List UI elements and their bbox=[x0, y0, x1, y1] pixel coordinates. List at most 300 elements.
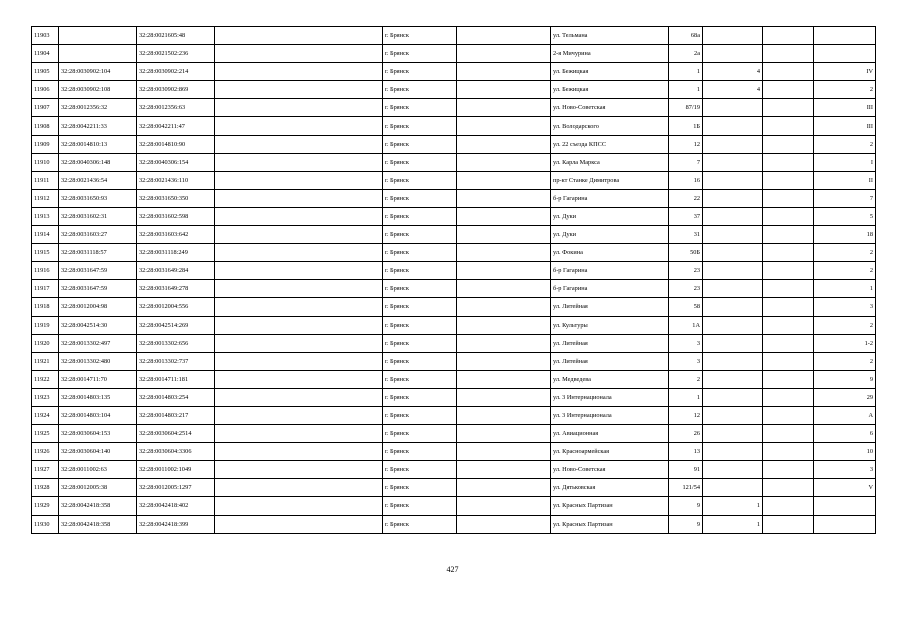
empty-cell bbox=[763, 207, 814, 225]
empty-cell bbox=[457, 262, 551, 280]
empty-cell bbox=[457, 244, 551, 262]
empty-cell bbox=[763, 45, 814, 63]
empty-cell bbox=[457, 189, 551, 207]
row-number-cell: 11927 bbox=[32, 461, 59, 479]
premises-cell: 2 bbox=[814, 244, 876, 262]
cadastral-number-cell: 32:28:0021436:110 bbox=[137, 171, 215, 189]
city-cell: г. Брянск bbox=[383, 189, 457, 207]
cadastral-block-cell: 32:28:0030604:153 bbox=[59, 425, 137, 443]
street-cell: ул. Дуки bbox=[551, 226, 669, 244]
cadastral-number-cell: 32:28:0031649:278 bbox=[137, 280, 215, 298]
row-number-cell: 11905 bbox=[32, 63, 59, 81]
building-cell bbox=[703, 388, 763, 406]
premises-cell: 2 bbox=[814, 81, 876, 99]
cadastral-number-cell: 32:28:0030902:214 bbox=[137, 63, 215, 81]
house-number-cell: 37 bbox=[669, 207, 703, 225]
cadastral-number-cell: 32:28:0013302:737 bbox=[137, 352, 215, 370]
city-cell: г. Брянск bbox=[383, 99, 457, 117]
street-cell: ул. Дятьковская bbox=[551, 479, 669, 497]
cadastral-block-cell bbox=[59, 45, 137, 63]
cadastral-block-cell: 32:28:0012356:32 bbox=[59, 99, 137, 117]
street-cell: ул. Авиационная bbox=[551, 425, 669, 443]
cadastral-number-cell: 32:28:0031602:598 bbox=[137, 207, 215, 225]
empty-cell bbox=[457, 153, 551, 171]
building-cell bbox=[703, 226, 763, 244]
row-number-cell: 11929 bbox=[32, 497, 59, 515]
empty-cell bbox=[457, 388, 551, 406]
street-cell: ул. 22 съезда КПСС bbox=[551, 135, 669, 153]
premises-cell: 10 bbox=[814, 443, 876, 461]
table-row bbox=[32, 171, 876, 189]
cadastral-number-cell: 32:28:0030604:2514 bbox=[137, 425, 215, 443]
city-cell: г. Брянск bbox=[383, 135, 457, 153]
row-number-cell: 11909 bbox=[32, 135, 59, 153]
street-cell: ул. Литейная bbox=[551, 352, 669, 370]
house-number-cell: 1А bbox=[669, 316, 703, 334]
table-row bbox=[32, 27, 876, 45]
house-number-cell: 2а bbox=[669, 45, 703, 63]
street-cell: пр-кт Станке Димитрова bbox=[551, 171, 669, 189]
cadastral-number-cell: 32:28:0012005:1297 bbox=[137, 479, 215, 497]
cadastral-block-cell: 32:28:0042514:30 bbox=[59, 316, 137, 334]
empty-cell bbox=[763, 171, 814, 189]
premises-cell: II bbox=[814, 171, 876, 189]
house-number-cell: 26 bbox=[669, 425, 703, 443]
cadastral-block-cell: 32:28:0014711:70 bbox=[59, 370, 137, 388]
city-cell: г. Брянск bbox=[383, 262, 457, 280]
empty-cell bbox=[763, 226, 814, 244]
building-cell bbox=[703, 135, 763, 153]
empty-cell bbox=[457, 497, 551, 515]
street-cell: ул. Бежицкая bbox=[551, 63, 669, 81]
cadastral-number-cell: 32:28:0014803:254 bbox=[137, 388, 215, 406]
cadastral-number-cell: 32:28:0031650:350 bbox=[137, 189, 215, 207]
row-number-cell: 11913 bbox=[32, 207, 59, 225]
empty-cell bbox=[457, 352, 551, 370]
table-row bbox=[32, 298, 876, 316]
street-cell: ул. 3 Интернационала bbox=[551, 406, 669, 424]
page-number: 427 bbox=[446, 565, 459, 574]
house-number-cell: 121/54 bbox=[669, 479, 703, 497]
street-cell: ул. Литейная bbox=[551, 298, 669, 316]
cadastral-number-cell: 32:28:0031603:642 bbox=[137, 226, 215, 244]
empty-cell bbox=[215, 352, 383, 370]
row-number-cell: 11930 bbox=[32, 515, 59, 533]
cadastral-block-cell: 32:28:0042418:358 bbox=[59, 515, 137, 533]
row-number-cell: 11912 bbox=[32, 189, 59, 207]
house-number-cell: 13 bbox=[669, 443, 703, 461]
table-row bbox=[32, 316, 876, 334]
table-row bbox=[32, 334, 876, 352]
cadastral-number-cell: 32:28:0021502:236 bbox=[137, 45, 215, 63]
city-cell: г. Брянск bbox=[383, 352, 457, 370]
empty-cell bbox=[215, 226, 383, 244]
building-cell bbox=[703, 117, 763, 135]
building-cell bbox=[703, 461, 763, 479]
city-cell: г. Брянск bbox=[383, 334, 457, 352]
empty-cell bbox=[457, 298, 551, 316]
cadastral-number-cell: 32:28:0012004:556 bbox=[137, 298, 215, 316]
empty-cell bbox=[457, 99, 551, 117]
row-number-cell: 11917 bbox=[32, 280, 59, 298]
city-cell: г. Брянск bbox=[383, 388, 457, 406]
city-cell: г. Брянск bbox=[383, 370, 457, 388]
empty-cell bbox=[763, 262, 814, 280]
cadastral-block-cell: 32:28:0012005:38 bbox=[59, 479, 137, 497]
city-cell: г. Брянск bbox=[383, 406, 457, 424]
city-cell: г. Брянск bbox=[383, 81, 457, 99]
empty-cell bbox=[763, 334, 814, 352]
empty-cell bbox=[215, 406, 383, 424]
empty-cell bbox=[763, 81, 814, 99]
premises-cell: III bbox=[814, 99, 876, 117]
cadastral-number-cell: 32:28:0030604:3306 bbox=[137, 443, 215, 461]
city-cell: г. Брянск bbox=[383, 45, 457, 63]
cadastral-number-cell: 32:28:0030902:869 bbox=[137, 81, 215, 99]
city-cell: г. Брянск bbox=[383, 280, 457, 298]
row-number-cell: 11921 bbox=[32, 352, 59, 370]
premises-cell: 2 bbox=[814, 316, 876, 334]
building-cell bbox=[703, 207, 763, 225]
empty-cell bbox=[215, 153, 383, 171]
building-cell bbox=[703, 406, 763, 424]
empty-cell bbox=[763, 316, 814, 334]
row-number-cell: 11925 bbox=[32, 425, 59, 443]
street-cell: ул. Красных Партизан bbox=[551, 515, 669, 533]
table-row bbox=[32, 189, 876, 207]
cadastral-number-cell: 32:28:0042514:269 bbox=[137, 316, 215, 334]
empty-cell bbox=[763, 27, 814, 45]
building-cell: 1 bbox=[703, 515, 763, 533]
premises-cell: 6 bbox=[814, 425, 876, 443]
row-number-cell: 11919 bbox=[32, 316, 59, 334]
city-cell: г. Брянск bbox=[383, 461, 457, 479]
cadastral-block-cell: 32:28:0042211:33 bbox=[59, 117, 137, 135]
cadastral-block-cell: 32:28:0031118:57 bbox=[59, 244, 137, 262]
empty-cell bbox=[215, 497, 383, 515]
street-cell: б-р Гагарина bbox=[551, 262, 669, 280]
city-cell: г. Брянск bbox=[383, 27, 457, 45]
empty-cell bbox=[763, 244, 814, 262]
empty-cell bbox=[457, 63, 551, 81]
table-row bbox=[32, 244, 876, 262]
premises-cell: 5 bbox=[814, 207, 876, 225]
empty-cell bbox=[215, 207, 383, 225]
row-number-cell: 11923 bbox=[32, 388, 59, 406]
table-row bbox=[32, 461, 876, 479]
register-table bbox=[31, 26, 876, 534]
empty-cell bbox=[763, 515, 814, 533]
city-cell: г. Брянск bbox=[383, 63, 457, 81]
table-row bbox=[32, 497, 876, 515]
street-cell: ул. Бежицкая bbox=[551, 81, 669, 99]
cadastral-number-cell: 32:28:0042418:402 bbox=[137, 497, 215, 515]
empty-cell bbox=[457, 27, 551, 45]
empty-cell bbox=[457, 171, 551, 189]
empty-cell bbox=[215, 63, 383, 81]
premises-cell: 29 bbox=[814, 388, 876, 406]
house-number-cell: 58 bbox=[669, 298, 703, 316]
cadastral-block-cell: 32:28:0013302:480 bbox=[59, 352, 137, 370]
building-cell: 4 bbox=[703, 81, 763, 99]
house-number-cell: 23 bbox=[669, 280, 703, 298]
empty-cell bbox=[457, 280, 551, 298]
empty-cell bbox=[215, 334, 383, 352]
house-number-cell: 23 bbox=[669, 262, 703, 280]
table-row bbox=[32, 153, 876, 171]
street-cell: ул. Володарского bbox=[551, 117, 669, 135]
empty-cell bbox=[457, 425, 551, 443]
city-cell: г. Брянск bbox=[383, 244, 457, 262]
cadastral-number-cell: 32:28:0012356:63 bbox=[137, 99, 215, 117]
row-number-cell: 11910 bbox=[32, 153, 59, 171]
table-row bbox=[32, 45, 876, 63]
cadastral-block-cell: 32:28:0014803:104 bbox=[59, 406, 137, 424]
empty-cell bbox=[215, 81, 383, 99]
cadastral-number-cell: 32:28:0042211:47 bbox=[137, 117, 215, 135]
house-number-cell: 31 bbox=[669, 226, 703, 244]
city-cell: г. Брянск bbox=[383, 515, 457, 533]
building-cell bbox=[703, 479, 763, 497]
premises-cell bbox=[814, 45, 876, 63]
table-row bbox=[32, 135, 876, 153]
empty-cell bbox=[763, 461, 814, 479]
building-cell bbox=[703, 280, 763, 298]
cadastral-block-cell: 32:28:0012004:98 bbox=[59, 298, 137, 316]
table-row bbox=[32, 425, 876, 443]
empty-cell bbox=[215, 262, 383, 280]
row-number-cell: 11926 bbox=[32, 443, 59, 461]
table-row bbox=[32, 63, 876, 81]
empty-cell bbox=[215, 45, 383, 63]
city-cell: г. Брянск bbox=[383, 298, 457, 316]
cadastral-number-cell: 32:28:0042418:399 bbox=[137, 515, 215, 533]
premises-cell: 1 bbox=[814, 280, 876, 298]
house-number-cell: 87/19 bbox=[669, 99, 703, 117]
premises-cell: V bbox=[814, 479, 876, 497]
city-cell: г. Брянск bbox=[383, 316, 457, 334]
premises-cell: А bbox=[814, 406, 876, 424]
empty-cell bbox=[457, 334, 551, 352]
building-cell: 4 bbox=[703, 63, 763, 81]
empty-cell bbox=[457, 45, 551, 63]
table-row bbox=[32, 406, 876, 424]
empty-cell bbox=[457, 370, 551, 388]
city-cell: г. Брянск bbox=[383, 171, 457, 189]
table-row bbox=[32, 262, 876, 280]
table-row bbox=[32, 479, 876, 497]
row-number-cell: 11928 bbox=[32, 479, 59, 497]
house-number-cell: 1 bbox=[669, 388, 703, 406]
empty-cell bbox=[763, 189, 814, 207]
street-cell: 2-я Мичурина bbox=[551, 45, 669, 63]
empty-cell bbox=[457, 207, 551, 225]
building-cell bbox=[703, 425, 763, 443]
building-cell bbox=[703, 262, 763, 280]
table-row bbox=[32, 370, 876, 388]
empty-cell bbox=[763, 443, 814, 461]
empty-cell bbox=[457, 515, 551, 533]
city-cell: г. Брянск bbox=[383, 207, 457, 225]
building-cell: 1 bbox=[703, 497, 763, 515]
table-row bbox=[32, 207, 876, 225]
row-number-cell: 11924 bbox=[32, 406, 59, 424]
house-number-cell: 22 bbox=[669, 189, 703, 207]
empty-cell bbox=[215, 425, 383, 443]
cadastral-block-cell: 32:28:0030604:140 bbox=[59, 443, 137, 461]
cadastral-block-cell: 32:28:0014810:13 bbox=[59, 135, 137, 153]
empty-cell bbox=[215, 189, 383, 207]
street-cell: ул. Фокина bbox=[551, 244, 669, 262]
building-cell bbox=[703, 298, 763, 316]
empty-cell bbox=[763, 135, 814, 153]
building-cell bbox=[703, 45, 763, 63]
empty-cell bbox=[215, 117, 383, 135]
empty-cell bbox=[215, 27, 383, 45]
premises-cell bbox=[814, 515, 876, 533]
empty-cell bbox=[457, 461, 551, 479]
row-number-cell: 11904 bbox=[32, 45, 59, 63]
cadastral-number-cell: 32:28:0014810:90 bbox=[137, 135, 215, 153]
empty-cell bbox=[457, 81, 551, 99]
street-cell: ул. Дуки bbox=[551, 207, 669, 225]
table-body bbox=[32, 27, 876, 534]
city-cell: г. Брянск bbox=[383, 443, 457, 461]
empty-cell bbox=[457, 479, 551, 497]
row-number-cell: 11920 bbox=[32, 334, 59, 352]
cadastral-block-cell: 32:28:0031647:59 bbox=[59, 262, 137, 280]
table-row bbox=[32, 515, 876, 533]
row-number-cell: 11914 bbox=[32, 226, 59, 244]
empty-cell bbox=[763, 63, 814, 81]
empty-cell bbox=[457, 406, 551, 424]
empty-cell bbox=[763, 153, 814, 171]
empty-cell bbox=[215, 479, 383, 497]
cadastral-number-cell: 32:28:0040306:154 bbox=[137, 153, 215, 171]
cadastral-block-cell: 32:28:0014803:135 bbox=[59, 388, 137, 406]
table-row bbox=[32, 388, 876, 406]
empty-cell bbox=[763, 280, 814, 298]
row-number-cell: 11903 bbox=[32, 27, 59, 45]
empty-cell bbox=[457, 443, 551, 461]
empty-cell bbox=[215, 171, 383, 189]
cadastral-block-cell: 32:28:0013302:497 bbox=[59, 334, 137, 352]
building-cell bbox=[703, 443, 763, 461]
house-number-cell: 1Б bbox=[669, 117, 703, 135]
empty-cell bbox=[763, 99, 814, 117]
cadastral-number-cell: 32:28:0031649:284 bbox=[137, 262, 215, 280]
cadastral-block-cell: 32:28:0040306:148 bbox=[59, 153, 137, 171]
city-cell: г. Брянск bbox=[383, 479, 457, 497]
row-number-cell: 11908 bbox=[32, 117, 59, 135]
empty-cell bbox=[215, 298, 383, 316]
empty-cell bbox=[457, 135, 551, 153]
empty-cell bbox=[215, 461, 383, 479]
cadastral-block-cell: 32:28:0042418:358 bbox=[59, 497, 137, 515]
empty-cell bbox=[763, 370, 814, 388]
empty-cell bbox=[763, 298, 814, 316]
premises-cell bbox=[814, 497, 876, 515]
cadastral-number-cell: 32:28:0031118:249 bbox=[137, 244, 215, 262]
empty-cell bbox=[763, 388, 814, 406]
cadastral-number-cell: 32:28:0014803:217 bbox=[137, 406, 215, 424]
cadastral-number-cell: 32:28:0013302:656 bbox=[137, 334, 215, 352]
empty-cell bbox=[215, 370, 383, 388]
house-number-cell: 91 bbox=[669, 461, 703, 479]
empty-cell bbox=[215, 244, 383, 262]
empty-cell bbox=[215, 280, 383, 298]
empty-cell bbox=[457, 117, 551, 135]
house-number-cell: 12 bbox=[669, 135, 703, 153]
premises-cell: 1-2 bbox=[814, 334, 876, 352]
premises-cell: 9 bbox=[814, 370, 876, 388]
house-number-cell: 16 bbox=[669, 171, 703, 189]
empty-cell bbox=[215, 443, 383, 461]
table-row bbox=[32, 352, 876, 370]
street-cell: б-р Гагарина bbox=[551, 280, 669, 298]
premises-cell: I bbox=[814, 153, 876, 171]
street-cell: ул. Карла Маркса bbox=[551, 153, 669, 171]
premises-cell: 3 bbox=[814, 461, 876, 479]
row-number-cell: 11906 bbox=[32, 81, 59, 99]
table-row bbox=[32, 99, 876, 117]
premises-cell: 7 bbox=[814, 189, 876, 207]
table-row bbox=[32, 280, 876, 298]
street-cell: ул. Медведева bbox=[551, 370, 669, 388]
row-number-cell: 11922 bbox=[32, 370, 59, 388]
building-cell bbox=[703, 189, 763, 207]
premises-cell: 3 bbox=[814, 298, 876, 316]
house-number-cell: 1 bbox=[669, 81, 703, 99]
table-row bbox=[32, 117, 876, 135]
empty-cell bbox=[215, 515, 383, 533]
street-cell: б-р Гагарина bbox=[551, 189, 669, 207]
cadastral-block-cell: 32:28:0021436:54 bbox=[59, 171, 137, 189]
row-number-cell: 11918 bbox=[32, 298, 59, 316]
cadastral-block-cell: 32:28:0031647:59 bbox=[59, 280, 137, 298]
cadastral-block-cell bbox=[59, 27, 137, 45]
premises-cell: IV bbox=[814, 63, 876, 81]
premises-cell: 2 bbox=[814, 352, 876, 370]
premises-cell: 2 bbox=[814, 262, 876, 280]
premises-cell: III bbox=[814, 117, 876, 135]
city-cell: г. Брянск bbox=[383, 117, 457, 135]
row-number-cell: 11911 bbox=[32, 171, 59, 189]
house-number-cell: 9 bbox=[669, 515, 703, 533]
house-number-cell: 2 bbox=[669, 370, 703, 388]
cadastral-block-cell: 32:28:0030902:104 bbox=[59, 63, 137, 81]
empty-cell bbox=[763, 406, 814, 424]
house-number-cell: 50Б bbox=[669, 244, 703, 262]
premises-cell: 2 bbox=[814, 135, 876, 153]
cadastral-number-cell: 32:28:0014711:181 bbox=[137, 370, 215, 388]
building-cell bbox=[703, 99, 763, 117]
empty-cell bbox=[215, 135, 383, 153]
building-cell bbox=[703, 171, 763, 189]
empty-cell bbox=[457, 316, 551, 334]
house-number-cell: 3 bbox=[669, 352, 703, 370]
street-cell: ул. Красных Партизан bbox=[551, 497, 669, 515]
empty-cell bbox=[457, 226, 551, 244]
street-cell: ул. Ново-Советская bbox=[551, 99, 669, 117]
house-number-cell: 1 bbox=[669, 63, 703, 81]
premises-cell bbox=[814, 27, 876, 45]
street-cell: ул. 3 Интернационала bbox=[551, 388, 669, 406]
table-row bbox=[32, 81, 876, 99]
empty-cell bbox=[763, 352, 814, 370]
street-cell: ул. Литейная bbox=[551, 334, 669, 352]
building-cell bbox=[703, 27, 763, 45]
